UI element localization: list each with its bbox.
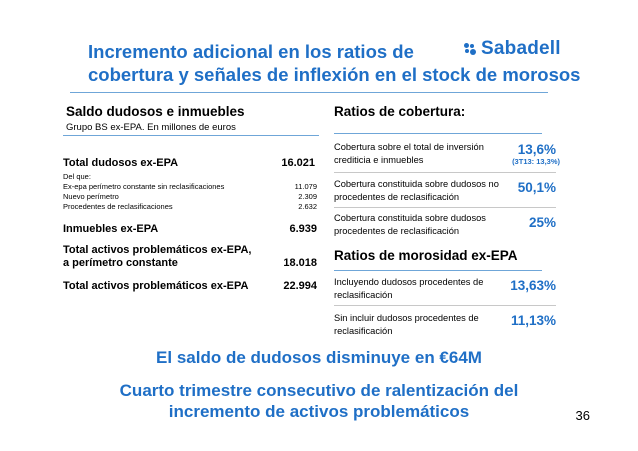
activos-total-value: 22.994 (283, 280, 317, 292)
morosidad-value-1: 13,63% (510, 278, 556, 293)
footer-subheadline-line-1: Cuarto trimestre consecutivo de ralentización del (119, 381, 519, 400)
activos-constante-label-1: Total activos problemáticos ex-EPA, (63, 244, 252, 256)
cobertura-row-divider (334, 172, 556, 173)
cobertura-value-1: 13,6% (517, 142, 556, 157)
title-line-2: cobertura y señales de inflexión en el stock de morosos (88, 64, 581, 85)
cobertura-heading: Ratios de cobertura: (334, 104, 466, 119)
activos-total-label: Total activos problemáticos ex-EPA (63, 280, 249, 292)
del-que-label: Del que: (63, 172, 91, 181)
left-heading: Saldo dudosos e inmuebles (66, 104, 245, 119)
inmuebles-value: 6.939 (289, 223, 317, 235)
left-divider (63, 135, 319, 136)
sabadell-logo-icon (462, 41, 478, 57)
cobertura-value-3: 25% (528, 215, 556, 230)
morosidad-label-1: Incluyendo dudosos procedentes de reclasificación (334, 277, 484, 300)
page-number: 36 (575, 408, 590, 423)
activos-constante-value: 18.018 (283, 257, 317, 269)
breakdown-value-3: 2.632 (298, 202, 317, 211)
total-dudosos-label: Total dudosos ex-EPA (63, 157, 179, 169)
title-divider (70, 92, 548, 93)
breakdown-value-2: 2.309 (298, 192, 317, 201)
inmuebles-label: Inmuebles ex-EPA (63, 223, 159, 235)
left-subheading: Grupo BS ex-EPA. En millones de euros (66, 122, 236, 133)
morosidad-heading: Ratios de morosidad ex-EPA (334, 248, 518, 263)
activos-constante-label-2: a perímetro constante (63, 257, 178, 269)
morosidad-row-divider (334, 305, 556, 306)
cobertura-divider (334, 133, 542, 134)
cobertura-row-divider (334, 207, 556, 208)
total-dudosos-value: 16.021 (281, 157, 315, 169)
breakdown-label-2: Nuevo perímetro (63, 192, 119, 201)
cobertura-note-1: (3T13: 13,3%) (512, 157, 560, 166)
morosidad-divider (334, 270, 542, 271)
cobertura-label-2: Cobertura constituida sobre dudosos no procedentes de reclasificación (334, 179, 499, 202)
breakdown-value-1: 11.079 (294, 182, 317, 191)
morosidad-label-2: Sin incluir dudosos procedentes de reclasificación (334, 313, 479, 336)
cobertura-label-3: Cobertura constituida sobre dudosos procedentes de reclasificación (334, 213, 486, 236)
logo-text: Sabadell (481, 38, 561, 59)
footer-headline: El saldo de dudosos disminuye en €64M (156, 348, 482, 367)
morosidad-value-2: 11,13% (510, 313, 556, 328)
cobertura-value-2: 50,1% (517, 180, 556, 195)
title-line-1: Incremento adicional en los ratios de (88, 41, 414, 62)
breakdown-label-3: Procedentes de reclasificaciones (63, 202, 173, 211)
cobertura-label-1: Cobertura sobre el total de inversión crediticia e inmuebles (334, 142, 484, 165)
breakdown-label-1: Ex-epa perímetro constante sin reclasificaciones (63, 182, 225, 191)
footer-subheadline-line-2: incremento de activos problemáticos (168, 402, 470, 421)
footer-subheadline (0, 380, 638, 422)
sabadell-logo (462, 38, 561, 60)
